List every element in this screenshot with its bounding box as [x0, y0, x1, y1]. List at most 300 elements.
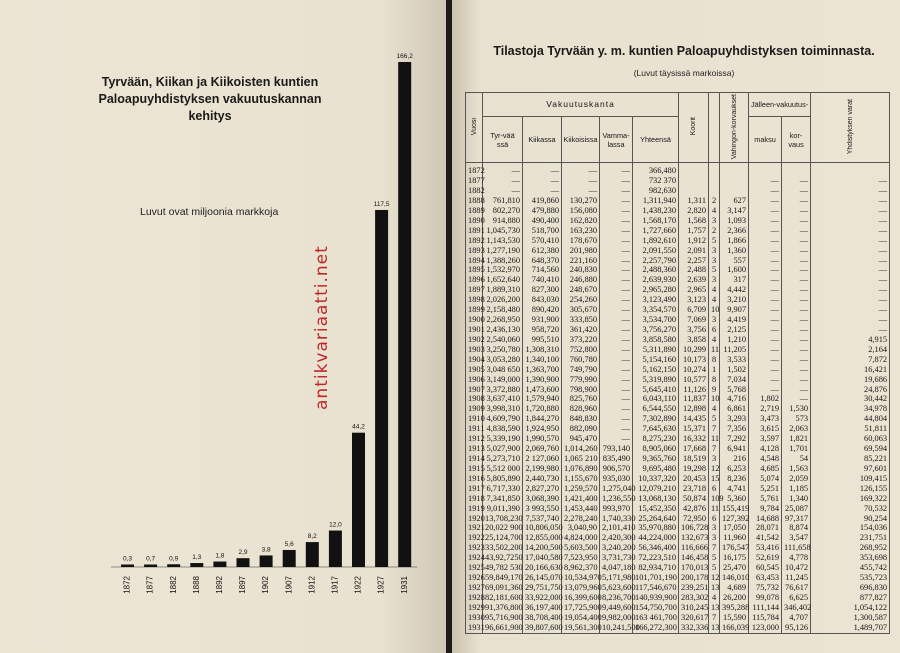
- table-row: [466, 494, 890, 504]
- table-cell: 23,718: [679, 484, 709, 494]
- row-year: 1918: [466, 494, 483, 504]
- table-cell: 4,741: [720, 484, 749, 494]
- table-cell: 76,617: [782, 583, 811, 593]
- table-row: [466, 295, 890, 305]
- table-cell: 2,965,280: [633, 285, 679, 295]
- table-cell: 419,860: [523, 196, 562, 206]
- header-kiikoinen: Kiikoisissa: [562, 117, 600, 163]
- table-cell: 455,742: [811, 563, 890, 573]
- table-cell: 320,617: [679, 613, 709, 623]
- table-cell: 1,340: [782, 494, 811, 504]
- table-cell: 5,027,900: [483, 444, 523, 454]
- table-row: [466, 226, 890, 236]
- table-cell: 35,970,880: [633, 523, 679, 533]
- table-cell: 41,542: [749, 533, 782, 543]
- table-cell: —: [749, 325, 782, 335]
- table-cell: 6: [709, 484, 720, 494]
- table-cell: 1,579,940: [523, 394, 562, 404]
- x-tick-label: 1922: [353, 576, 363, 594]
- table-cell: —: [782, 394, 811, 404]
- table-cell: 4,838,590: [483, 424, 523, 434]
- table-cell: 54: [782, 454, 811, 464]
- table-cell: 5,319,890: [633, 375, 679, 385]
- table-cell: 17,050: [720, 523, 749, 533]
- table-cell: 106,728: [679, 523, 709, 533]
- table-cell: —: [782, 375, 811, 385]
- table-cell: 1,473,600: [523, 385, 562, 395]
- table-cell: —: [600, 186, 633, 196]
- table-cell: 2,257,790: [633, 256, 679, 266]
- table-cell: 2,440,730: [523, 474, 562, 484]
- table-cell: 6: [709, 514, 720, 524]
- table-row: [466, 464, 890, 474]
- table-row: [466, 514, 890, 524]
- table-cell: —: [782, 305, 811, 315]
- table-cell: 5: [709, 236, 720, 246]
- table-cell: 4,609,790: [483, 414, 523, 424]
- table-cell: 4: [709, 404, 720, 414]
- table-cell: 877,827: [811, 593, 890, 603]
- table-cell: 19,561,300: [562, 623, 600, 633]
- table-cell: 10,274: [679, 365, 709, 375]
- table-cell: 1,740,330: [600, 514, 633, 524]
- table-cell: 3,534,700: [633, 315, 679, 325]
- table-cell: 5,074: [749, 474, 782, 484]
- table-cell: 2,965: [679, 285, 709, 295]
- x-tick-label: 1907: [284, 576, 294, 594]
- table-cell: 3: [709, 216, 720, 226]
- table-cell: 1,720,880: [523, 404, 562, 414]
- table-cell: [720, 186, 749, 196]
- table-cell: 2,719: [749, 404, 782, 414]
- table-cell: 5,623,600: [600, 583, 633, 593]
- table-cell: 366,480: [633, 163, 679, 176]
- table-cell: 11: [709, 434, 720, 444]
- table-cell: 1,143,530: [483, 236, 523, 246]
- table-row: [466, 345, 890, 355]
- table-cell: —: [811, 325, 890, 335]
- table-cell: 8,905,060: [633, 444, 679, 454]
- table-cell: 7,537,740: [523, 514, 562, 524]
- table-cell: 2,125: [720, 325, 749, 335]
- table-cell: 2,639: [679, 275, 709, 285]
- table-cell: 95,716,900: [483, 613, 523, 623]
- table-cell: 123,000: [749, 623, 782, 633]
- row-year: 1897: [466, 285, 483, 295]
- table-cell: 5,311,890: [633, 345, 679, 355]
- table-row: [466, 236, 890, 246]
- table-cell: —: [811, 226, 890, 236]
- table-cell: 146,010: [720, 573, 749, 583]
- table-cell: 97,317: [782, 514, 811, 524]
- table-cell: 221,160: [562, 256, 600, 266]
- table-cell: 50,874: [679, 494, 709, 504]
- table-cell: [749, 163, 782, 176]
- row-year: 1908: [466, 394, 483, 404]
- header-vahingonkorvaukset: Vahingon-korvaukset: [720, 93, 749, 163]
- table-cell: 7,645,630: [633, 424, 679, 434]
- chart-unit-note: Luvut ovat miljoonia markkoja: [140, 206, 279, 218]
- table-cell: 2,278,240: [562, 514, 600, 524]
- table-cell: 890,420: [523, 305, 562, 315]
- table-cell: 4,442: [720, 285, 749, 295]
- table-cell: 2,059: [782, 474, 811, 484]
- table-row: [466, 424, 890, 434]
- table-cell: 2,164: [811, 345, 890, 355]
- table-cell: —: [782, 275, 811, 285]
- table-cell: 648,370: [523, 256, 562, 266]
- table-cell: 5: [709, 563, 720, 573]
- row-year: 1872: [466, 163, 483, 176]
- table-cell: 231,751: [811, 533, 890, 543]
- table-cell: —: [600, 335, 633, 345]
- table-cell: 20,166,630: [523, 563, 562, 573]
- row-year: 1917: [466, 484, 483, 494]
- table-cell: 170,013: [679, 563, 709, 573]
- table-cell: 19,686: [811, 375, 890, 385]
- table-cell: 4,548: [749, 454, 782, 464]
- table-cell: 5: [709, 553, 720, 563]
- table-row: [466, 196, 890, 206]
- table-cell: 8,275,230: [633, 434, 679, 444]
- table-cell: 85,221: [811, 454, 890, 464]
- row-year: 1902: [466, 335, 483, 345]
- table-cell: 10,472: [782, 563, 811, 573]
- table-cell: —: [600, 285, 633, 295]
- table-cell: 10,806,050: [523, 523, 562, 533]
- table-cell: —: [782, 365, 811, 375]
- table-cell: —: [782, 206, 811, 216]
- table-cell: 7,069: [679, 315, 709, 325]
- table-row: [466, 603, 890, 613]
- table-cell: 12,855,000: [523, 533, 562, 543]
- table-cell: 52,619: [749, 553, 782, 563]
- table-cell: 5,273,710: [483, 454, 523, 464]
- bar-value-label: 1,8: [215, 552, 225, 560]
- row-year: 1906: [466, 375, 483, 385]
- table-cell: 761,810: [483, 196, 523, 206]
- table-cell: 3: [709, 454, 720, 464]
- row-year: 1925: [466, 563, 483, 573]
- chart-bar: [213, 562, 226, 567]
- table-cell: —: [811, 186, 890, 196]
- table-cell: 1,388,260: [483, 256, 523, 266]
- table-cell: 2,540,060: [483, 335, 523, 345]
- table-subtitle: (Luvut täysissä markoissa): [633, 68, 735, 78]
- watermark: antikvariaatti.net: [312, 245, 332, 410]
- x-tick-label: 1897: [238, 576, 248, 594]
- table-cell: 1,360: [720, 246, 749, 256]
- table-cell: 9,907: [720, 305, 749, 315]
- row-year: 1890: [466, 216, 483, 226]
- table-cell: 749,790: [562, 365, 600, 375]
- table-cell: 97,601: [811, 464, 890, 474]
- row-year: 1893: [466, 246, 483, 256]
- table-cell: 828,960: [562, 404, 600, 414]
- row-year: 1891: [466, 226, 483, 236]
- table-cell: —: [523, 186, 562, 196]
- table-cell: 14,688: [749, 514, 782, 524]
- table-cell: 26,200: [720, 593, 749, 603]
- table-cell: 843,030: [523, 295, 562, 305]
- table-row: [466, 563, 890, 573]
- table-cell: 7: [709, 613, 720, 623]
- table-row: [466, 404, 890, 414]
- table-cell: 914,880: [483, 216, 523, 226]
- table-row: [466, 504, 890, 514]
- table-cell: 5,154,160: [633, 355, 679, 365]
- table-cell: —: [600, 305, 633, 315]
- table-cell: 200,178: [679, 573, 709, 583]
- table-cell: 5,162,150: [633, 365, 679, 375]
- table-cell: 9,784: [749, 504, 782, 514]
- table-cell: —: [782, 285, 811, 295]
- row-year: 1926: [466, 573, 483, 583]
- table-cell: 3,240,200: [600, 543, 633, 553]
- x-tick-label: 1882: [168, 576, 178, 594]
- bar-value-label: 12,0: [329, 521, 342, 529]
- table-cell: 25,087: [782, 504, 811, 514]
- table-cell: —: [600, 325, 633, 335]
- table-body: [466, 163, 890, 633]
- table-cell: 162,820: [562, 216, 600, 226]
- table-cell: 82,934,710: [633, 563, 679, 573]
- table-cell: 1,363,700: [523, 365, 562, 375]
- x-tick-label: 1877: [145, 576, 155, 594]
- table-cell: 3,731,730: [600, 553, 633, 563]
- table-cell: 5: [709, 414, 720, 424]
- x-tick-label: 1927: [376, 576, 386, 594]
- header-varat: Yhdistyksen varat: [811, 93, 890, 163]
- table-cell: 1,757: [679, 226, 709, 236]
- row-year: 1907: [466, 385, 483, 395]
- row-year: 1909: [466, 404, 483, 414]
- table-cell: 1,489,707: [811, 623, 890, 633]
- bar-value-label: 8,2: [307, 533, 317, 541]
- table-row: [466, 533, 890, 543]
- chart-bar: [352, 433, 365, 567]
- table-cell: —: [749, 246, 782, 256]
- table-cell: 72,950: [679, 514, 709, 524]
- table-cell: 8,962,370: [562, 563, 600, 573]
- table-cell: 882,090: [562, 424, 600, 434]
- table-cell: —: [811, 236, 890, 246]
- table-cell: 6,253: [720, 464, 749, 474]
- table-cell: 1,076,890: [562, 464, 600, 474]
- table-cell: 7,356: [720, 424, 749, 434]
- table-cell: 178,670: [562, 236, 600, 246]
- table-cell: 373,220: [562, 335, 600, 345]
- table-cell: 802,270: [483, 206, 523, 216]
- table-cell: [709, 186, 720, 196]
- table-cell: —: [782, 315, 811, 325]
- table-cell: —: [782, 186, 811, 196]
- table-cell: 931,900: [523, 315, 562, 325]
- table-cell: —: [782, 246, 811, 256]
- row-year: 1928: [466, 593, 483, 603]
- table-cell: 2,026,200: [483, 295, 523, 305]
- chart-bar: [283, 550, 296, 567]
- table-row: [466, 305, 890, 315]
- table-cell: 3,637,410: [483, 394, 523, 404]
- table-cell: 906,570: [600, 464, 633, 474]
- table-cell: 1,652,640: [483, 275, 523, 285]
- table-cell: 101,701,190: [633, 573, 679, 583]
- table-cell: 3,147: [720, 206, 749, 216]
- table-cell: 5,761: [749, 494, 782, 504]
- table-cell: 1,065 210: [562, 454, 600, 464]
- table-cell: 109: [709, 494, 720, 504]
- table-cell: —: [600, 216, 633, 226]
- table-row: [466, 414, 890, 424]
- table-cell: 5,645,410: [633, 385, 679, 395]
- table-cell: —: [782, 345, 811, 355]
- table-cell: 26,145,070: [523, 573, 562, 583]
- table-cell: 12,898: [679, 404, 709, 414]
- table-cell: —: [782, 216, 811, 226]
- table-cell: 24,876: [811, 385, 890, 395]
- table-cell: 15: [709, 474, 720, 484]
- table-cell: —: [811, 315, 890, 325]
- table-cell: 10,299: [679, 345, 709, 355]
- table-cell: 4,047,180: [600, 563, 633, 573]
- table-cell: 2,420,300: [600, 533, 633, 543]
- table-cell: 2,366: [720, 226, 749, 236]
- row-year: 1929: [466, 603, 483, 613]
- table-cell: 3,250,780: [483, 345, 523, 355]
- bar-chart: [0, 0, 448, 653]
- table-cell: —: [600, 256, 633, 266]
- table-cell: 1,866: [720, 236, 749, 246]
- table-cell: —: [782, 355, 811, 365]
- chart-bar: [260, 555, 273, 567]
- table-cell: —: [811, 176, 890, 186]
- table-row: [466, 434, 890, 444]
- row-year: 1905: [466, 365, 483, 375]
- bar-value-label: 166,2: [396, 53, 413, 60]
- chart-bar: [329, 531, 342, 567]
- table-row: [466, 365, 890, 375]
- table-cell: 19,054,400: [562, 613, 600, 623]
- table-cell: 29,751,750: [523, 583, 562, 593]
- row-year: 1922: [466, 533, 483, 543]
- table-row: [466, 285, 890, 295]
- table-cell: 3,597: [749, 434, 782, 444]
- row-year: 1912: [466, 434, 483, 444]
- table-cell: —: [749, 275, 782, 285]
- table-cell: 6,861: [720, 404, 749, 414]
- table-cell: 1,236,550: [600, 494, 633, 504]
- table-cell: 155,419: [720, 504, 749, 514]
- table-cell: 714,560: [523, 265, 562, 275]
- row-year: 1895: [466, 265, 483, 275]
- table-cell: 1,438,230: [633, 206, 679, 216]
- table-cell: [720, 176, 749, 186]
- x-tick-label: 1931: [399, 576, 409, 594]
- table-cell: 3,210: [720, 295, 749, 305]
- table-cell: 4: [709, 206, 720, 216]
- table-cell: 5,512 000: [483, 464, 523, 474]
- chart-bar: [398, 62, 411, 567]
- table-cell: 2,069,760: [523, 444, 562, 454]
- table-cell: 627: [720, 196, 749, 206]
- table-cell: 117,546,670: [633, 583, 679, 593]
- table-cell: —: [562, 186, 600, 196]
- table-row: [466, 474, 890, 484]
- table-cell: 1,308,310: [523, 345, 562, 355]
- table-cell: 2,091: [679, 246, 709, 256]
- row-year: 1913: [466, 444, 483, 454]
- table-cell: 11,245: [782, 573, 811, 583]
- table-cell: 2: [709, 226, 720, 236]
- row-year: 1901: [466, 325, 483, 335]
- table-cell: 982,630: [633, 186, 679, 196]
- table-cell: 9,982,000: [600, 613, 633, 623]
- table-cell: 4,716: [720, 394, 749, 404]
- table-cell: 20,453: [679, 474, 709, 484]
- table-cell: 216: [720, 454, 749, 464]
- table-cell: —: [600, 206, 633, 216]
- table-cell: 6,709: [679, 305, 709, 315]
- table-row: [466, 375, 890, 385]
- table-cell: 10: [709, 394, 720, 404]
- table-cell: 958,720: [523, 325, 562, 335]
- table-cell: —: [600, 404, 633, 414]
- table-cell: 130,270: [562, 196, 600, 206]
- table-cell: 835,490: [600, 454, 633, 464]
- table-cell: —: [749, 176, 782, 186]
- table-cell: 5: [709, 265, 720, 275]
- table-cell: 140,939,900: [633, 593, 679, 603]
- table-cell: 740,410: [523, 275, 562, 285]
- row-year: 1920: [466, 514, 483, 524]
- table-cell: 2,488: [679, 265, 709, 275]
- table-cell: —: [483, 176, 523, 186]
- table-cell: 44,804: [811, 414, 890, 424]
- table-cell: —: [749, 345, 782, 355]
- table-cell: 3 993,550: [523, 504, 562, 514]
- table-cell: 1,277,190: [483, 246, 523, 256]
- table-cell: 2,199,980: [523, 464, 562, 474]
- table-cell: 3,053,280: [483, 355, 523, 365]
- table-cell: 993,970: [600, 504, 633, 514]
- table-cell: —: [600, 394, 633, 404]
- table-cell: 570,410: [523, 236, 562, 246]
- table-cell: 268,952: [811, 543, 890, 553]
- table-cell: 4,689: [720, 583, 749, 593]
- table-cell: 1,311,940: [633, 196, 679, 206]
- table-row: [466, 454, 890, 464]
- table-cell: 1,530: [782, 404, 811, 414]
- table-cell: —: [600, 315, 633, 325]
- table-row: [466, 543, 890, 553]
- table-cell: 4: [709, 295, 720, 305]
- table-cell: 798,900: [562, 385, 600, 395]
- table-cell: 34,978: [811, 404, 890, 414]
- table-cell: [679, 176, 709, 186]
- table-cell: 16,421: [811, 365, 890, 375]
- table-row: [466, 186, 890, 196]
- table-cell: —: [749, 216, 782, 226]
- table-cell: 163,230: [562, 226, 600, 236]
- bar-value-label: 0,9: [169, 555, 179, 563]
- table-cell: 51,811: [811, 424, 890, 434]
- table-cell: 25,124,700: [483, 533, 523, 543]
- row-year: 1900: [466, 315, 483, 325]
- table-cell: 6: [709, 325, 720, 335]
- bar-value-label: 44,2: [352, 423, 365, 431]
- table-cell: 16,399,600: [562, 593, 600, 603]
